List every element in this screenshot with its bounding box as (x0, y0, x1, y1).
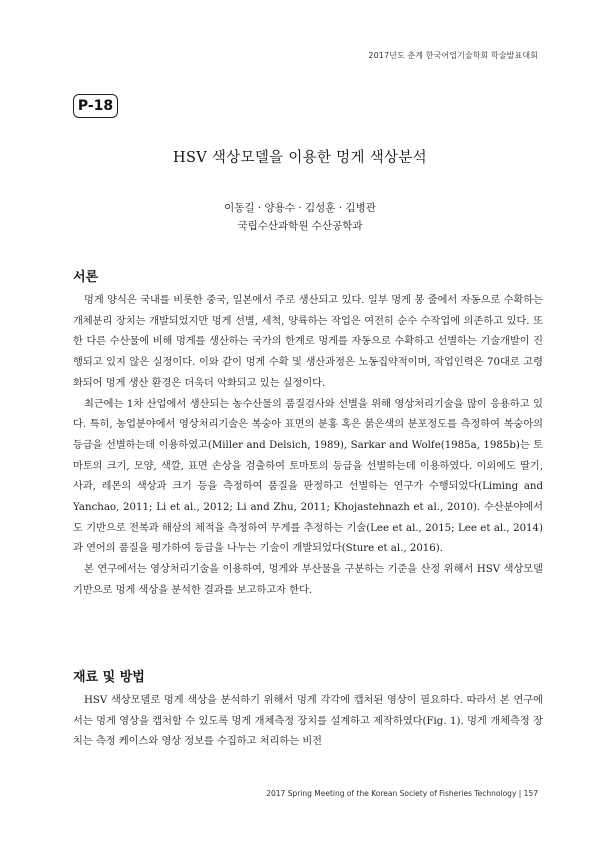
introduction-body (73, 291, 543, 602)
section-heading-introduction: 서론 (73, 270, 99, 285)
affiliation: 국립수산과학원 수산공학과 (237, 220, 363, 232)
running-head: 2017년도 춘계 한국어업기술학회 학술발표대회 (368, 51, 538, 60)
paragraph: 멍게 양식은 국내를 비롯한 중국, 일본에서 주로 생산되고 있다. 일부 멍게 봉 줄에서 자동으로 수확하는 개체분리 장치는 개발되었지만 멍게 선별, 세척, 양륙하는 작업은 여전히 순수 수작업에 의존하고 있다. 또한 다른 수산물에 비해 멍게를 생산하는 국가의 한계로 멍게를 자동으로 수확하고 선별하는 기술개발이 진행되고 있지 않은 실정이다. 이와 같이 멍게 수확 및 생산과정은 노동집약적이며, 작업인력은 70대로 고령화되어 멍게 생산 환경은 더욱더 악화되고 있는 실정이다. (73, 295, 543, 389)
paragraph: 본 연구에서는 영상처리기술을 이용하여, 멍게와 부산물을 구분하는 기준을 산정 위해서 HSV 색상모델 기반으로 멍게 색상을 분석한 결과를 보고하고자 한다. (73, 564, 543, 596)
poster-number-badge: P-18 (73, 94, 118, 118)
paragraph: 최근에는 1차 산업에서 생산되는 농수산물의 품질검사와 선별을 위해 영상처리기술을 많이 응용하고 있다. 특히, 농업분야에서 영상처리기술은 복숭아 표면의 분홍 혹은 붉은색의 분포정도를 측정하여 복숭아의 등급을 선별하는데 이용하였고(Miller and Delsich, 1989), Sarkar and Wolfe(1985a, 1985b)는 토마토의 크기, 모양, 색깔, 표면 손상을 검출하여 토마토의 등급을 선별하는데 이용하였다. 이외에도 딸기, 사과, 레몬의 색상과 크기 등을 측정하여 품질을 판정하고 선별하는 연구가 수행되었다(Liming and Yanchao, 2011; Li et al., 2012; Li and Zhu, 2011; Khojastehnazh et al., 2010). 수산분야에서도 기반으로 전복과 해삼의 체적을 측정하여 무게를 추정하는 기술(Lee et al., 2015; Lee et al., 2014)과 연어의 품질을 평가하여 등급을 나누는 기술이 개발되었다(Sture et al., 2016). (73, 398, 543, 555)
author-list: 이동길 · 양용수 · 김성훈 · 김병관 (224, 202, 376, 214)
section-heading-materials-methods: 재료 및 방법 (73, 670, 145, 685)
paper-title: HSV 색상모델을 이용한 멍게 색상분석 (173, 150, 427, 166)
materials-methods-body (73, 691, 543, 753)
paragraph: HSV 색상모델로 멍게 색상을 분석하기 위해서 멍게 각각에 캡처된 영상이 필요하다. 따라서 본 연구에서는 멍게 영상을 캡처할 수 있도록 멍게 개체측정 장치를 설계하고 제작하였다(Fig. 1). 멍게 개체측정 장치는 측정 케이스와 영상 정보를 수집하고 처리하는 비전 (73, 695, 543, 748)
page-footer: 2017 Spring Meeting of the Korean Society of Fisheries Technology | 157 (266, 789, 538, 798)
